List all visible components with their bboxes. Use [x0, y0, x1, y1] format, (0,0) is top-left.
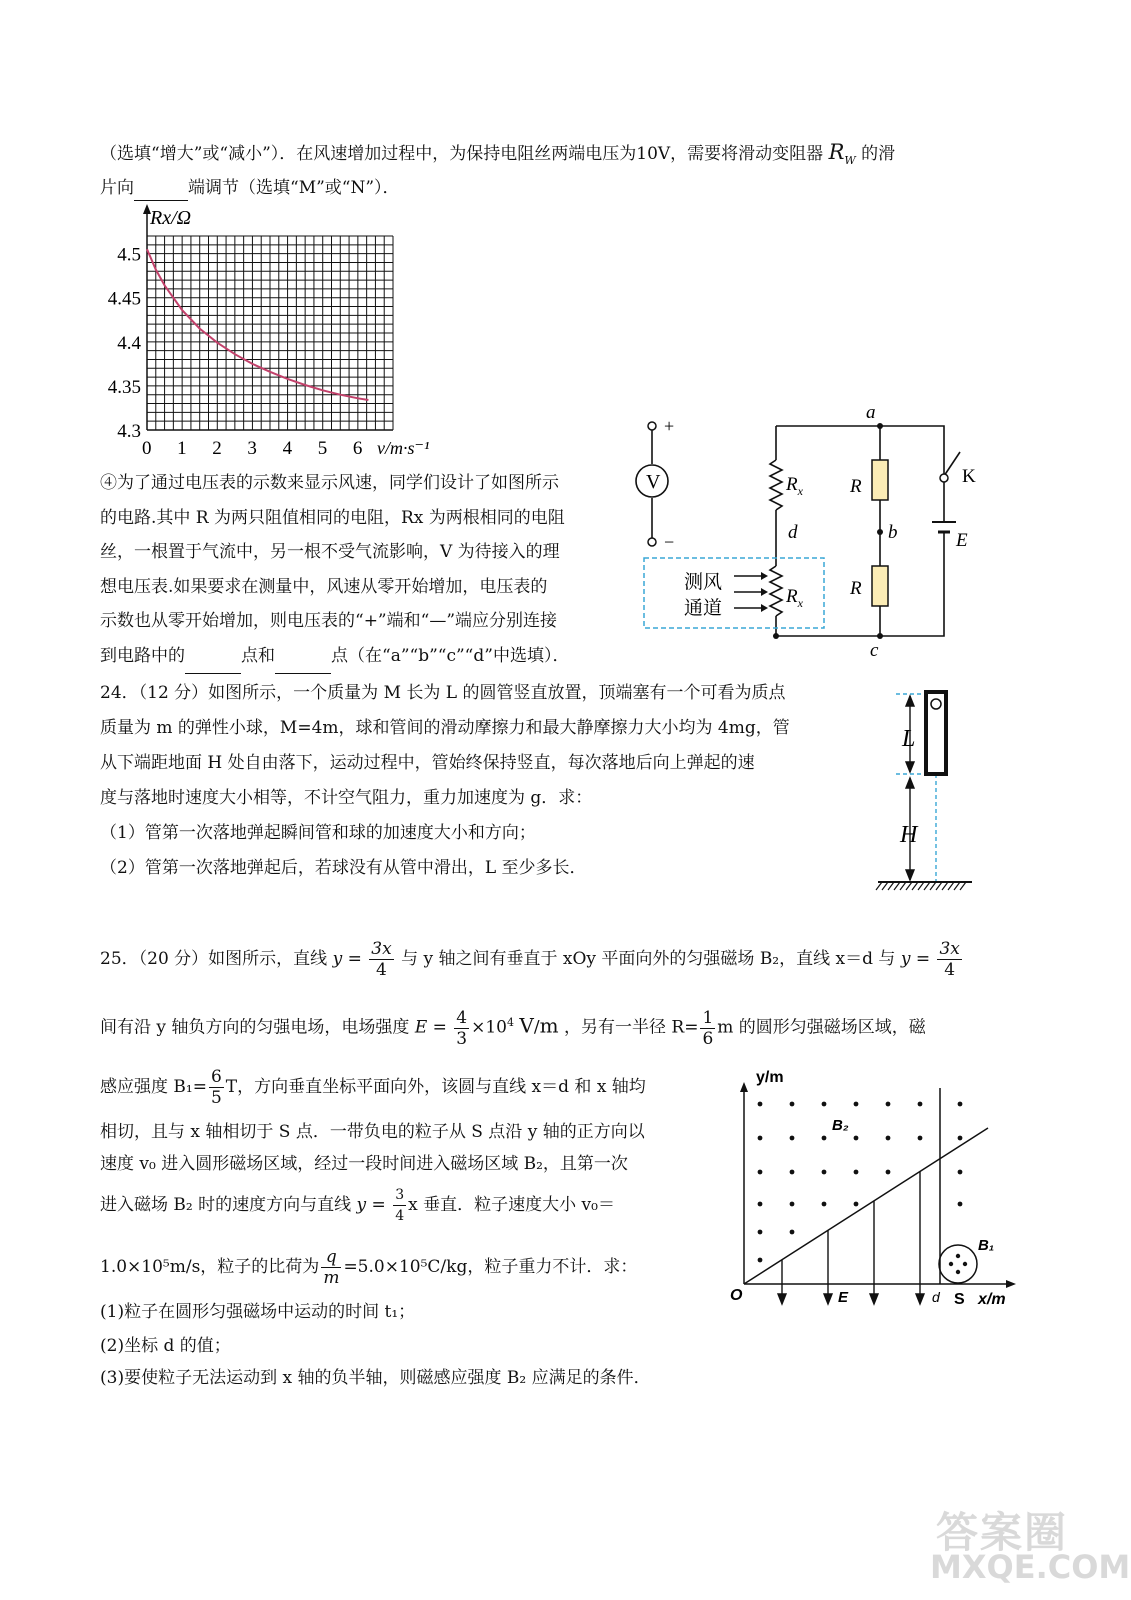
switch-pivot: [940, 474, 948, 482]
e-field-arrow: [870, 1294, 878, 1304]
svg-text:V: V: [646, 471, 661, 493]
svg-text:B₂: B₂: [832, 1117, 849, 1134]
field-dot: [886, 1136, 891, 1141]
ground-hatch: [894, 882, 900, 890]
ball: [931, 699, 941, 709]
q25-line-6: 进入磁场 B₂ 时的速度方向与直线 y = $\frac{3}{4}$ x 垂直．粒子速度大小 v₀＝: [100, 1187, 615, 1224]
field-dot: [958, 1136, 963, 1141]
q25-line-5: 速度 v₀ 进入圆形磁场区域，经过一段时间进入磁场区域 B₂，且第一次: [100, 1154, 628, 1174]
answer-blank[interactable]: [134, 176, 188, 201]
field-dot: [758, 1136, 763, 1141]
field-dot: [854, 1136, 859, 1141]
svg-text:y/m: y/m: [756, 1069, 784, 1086]
rx-bottom-label: $R_x$: [786, 586, 803, 610]
svg-text:S: S: [954, 1291, 965, 1308]
x-tick-label: 1: [177, 438, 187, 459]
svg-text:+: +: [664, 416, 675, 436]
x-tick-label: 3: [247, 438, 257, 459]
answer-blank-minus[interactable]: [275, 639, 331, 675]
resistor-r-bottom: [872, 566, 888, 606]
field-dot: [790, 1170, 795, 1175]
circular-field-b1: [939, 1245, 977, 1283]
q25-line-7: 1.0×10⁵m/s，粒子的比荷为 $\frac{q}{m}$ =5.0×10⁵C/kg，粒子重力不计．求：: [100, 1247, 638, 1288]
field-dot: [886, 1102, 891, 1107]
svg-text:B₁: B₁: [978, 1237, 995, 1254]
field-diagram: [720, 1064, 1020, 1314]
q25-sub-2: (2)坐标 d 的值；: [100, 1336, 231, 1356]
svg-text:a: a: [866, 402, 876, 423]
q25-line-2: 间有沿 y 轴负方向的匀强电场，电场强度 E = $\frac{4}{3}$ $\times 10^4$ V/m ，另有一半径 R= $\frac{1}{6}$ m 的圆形匀强磁场区域，磁: [100, 1007, 926, 1049]
field-dot: [854, 1102, 859, 1107]
ground-hatch: [876, 882, 882, 890]
rx-top-label: $R_x$: [786, 474, 803, 498]
watermark-url: MXQE.COM: [930, 1548, 1131, 1586]
field-dot: [822, 1170, 827, 1175]
e-field-arrow: [824, 1294, 832, 1304]
e-field-arrow: [916, 1294, 924, 1304]
ground-hatch: [936, 882, 942, 890]
field-dot: [822, 1202, 827, 1207]
field-dot: [758, 1102, 763, 1107]
tube-figure: [870, 686, 980, 896]
svg-text:测风: 测风: [684, 571, 723, 593]
x-tick-label: 2: [212, 438, 222, 459]
svg-text:O: O: [730, 1287, 743, 1304]
q25-line-3: 感应强度 B₁= $\frac{6}{5}$ T，方向垂直坐标平面向外，该圆与直线 x＝d 和 x 轴均: [100, 1067, 646, 1108]
q23-para4-last: 到电路中的 点和 点（在“a”“b”“c”“d”中选填）．: [100, 639, 630, 675]
ground-hatch: [960, 882, 966, 890]
ground-hatch: [924, 882, 930, 890]
field-dot: [822, 1102, 827, 1107]
q25-sub-3: (3)要使粒子无法运动到 x 轴的负半轴，则磁感应强度 B₂ 应满足的条件．: [100, 1368, 651, 1388]
y-tick-label: 4.4: [117, 332, 141, 354]
field-dot: [790, 1202, 795, 1207]
x-tick-label: 5: [317, 438, 328, 459]
y-tick-label: 4.35: [107, 376, 141, 398]
y-axis-label: Rx/Ω: [150, 207, 192, 229]
e-field-arrow: [778, 1294, 786, 1304]
y-tick-label: 4.5: [117, 244, 141, 266]
svg-text:−: −: [664, 532, 675, 552]
field-dot: [958, 1202, 963, 1207]
svg-text:b: b: [888, 522, 898, 543]
fraction-3x-4: $\frac{3x}{4}$: [371, 939, 392, 980]
field-dot: [758, 1230, 763, 1235]
answer-blank-plus[interactable]: [185, 639, 241, 675]
ground-hatch: [954, 882, 960, 890]
svg-text:d: d: [788, 522, 798, 543]
y-tick-label: 4.3: [117, 421, 141, 442]
x-tick-label: 6: [352, 438, 363, 459]
circuit-diagram: [630, 398, 990, 660]
svg-text:E: E: [956, 530, 968, 551]
q25-line-4: 相切，且与 x 轴相切于 S 点．一带负电的粒子从 S 点沿 y 轴的正方向以: [100, 1122, 645, 1142]
rw-symbol: $R_W$: [828, 140, 856, 168]
svg-text:K: K: [962, 466, 976, 487]
q25-line-1: 25．（20 分）如图所示，直线 y = $\frac{3x}{4}$ 与 y 轴之间有垂直于 xOy 平面向外的匀强磁场 B₂，直线 x＝d 与 y = $\frac{3x}{4}$: [100, 939, 960, 980]
field-dot: [758, 1258, 763, 1263]
field-dot: [918, 1136, 923, 1141]
field-dot: [958, 1170, 963, 1175]
x-tick-label: 4: [282, 438, 293, 459]
q24-text: 24．（12 分）如图所示，一个质量为 M 长为 L 的圆管竖直放置，顶端塞有一个可看为质点 质量为 m 的弹性小球，M=4m，球和管间的滑动摩擦力和最大静摩擦力大小均为 4mg，管 从下端距地面 H 处自由落下，运动过程中，管始终保持竖直，每次落地后向上弹起的速 度与落地时速度大小相等，不计空气阻力，重力加速度为 g．求： （1）管第一次落地弹起瞬间管和球的加速度大小和方向； （2）管第一次落地弹起后，若球没有从管中滑出，L 至少多长．: [100, 683, 790, 878]
field-dot: [758, 1202, 763, 1207]
field-dot: [790, 1102, 795, 1107]
x-tick-label: 0: [142, 438, 152, 459]
ground-hatch: [918, 882, 924, 890]
ground-hatch: [900, 882, 906, 890]
x-axis-label: v/m·s⁻¹: [377, 438, 430, 458]
ground-hatch: [912, 882, 918, 890]
svg-text:c: c: [870, 640, 879, 660]
svg-text:H: H: [900, 822, 918, 848]
q25-sub-1: (1)粒子在圆形匀强磁场中运动的时间 t₁；: [100, 1302, 416, 1322]
field-dot: [854, 1202, 859, 1207]
svg-text:x/m: x/m: [978, 1291, 1006, 1308]
svg-text:L: L: [902, 726, 916, 752]
field-dot: [758, 1170, 763, 1175]
field-dot: [822, 1136, 827, 1141]
ground-hatch: [942, 882, 948, 890]
resistor-r-top: [872, 460, 888, 500]
q23-line-1: （选填“增大”或“减小”）．在风速增加过程中，为保持电阻丝两端电压为10V，需要将滑动变阻器 $R_W$ 的滑: [100, 140, 896, 168]
ground-hatch: [882, 882, 888, 890]
ground-hatch: [888, 882, 894, 890]
ground-hatch: [948, 882, 954, 890]
svg-text:d: d: [932, 1289, 940, 1305]
ground-hatch: [906, 882, 912, 890]
fraction-3x-4: $\frac{3x}{4}$: [939, 939, 960, 980]
svg-text:R: R: [850, 578, 862, 599]
field-dot: [918, 1102, 923, 1107]
resistance-velocity-chart: [95, 200, 465, 462]
minus-terminal[interactable]: [648, 538, 656, 546]
svg-text:通道: 通道: [684, 597, 723, 619]
watermark-logo: 答案圈: [936, 1508, 1069, 1557]
y-tick-label: 4.45: [107, 288, 141, 310]
chart-grid: [147, 236, 393, 430]
field-dot: [958, 1102, 963, 1107]
field-dot: [886, 1170, 891, 1175]
svg-text:E: E: [838, 1289, 849, 1306]
svg-text:R: R: [850, 476, 862, 497]
ground-hatch: [930, 882, 936, 890]
chart-axes: [143, 204, 393, 430]
q23-line-2: 片向 端调节（选填“M”或“N”）．: [100, 176, 400, 201]
field-dot: [790, 1230, 795, 1235]
plus-terminal[interactable]: [648, 422, 656, 430]
field-dot: [790, 1136, 795, 1141]
field-dot: [854, 1170, 859, 1175]
q23-para4: ④为了通过电压表的示数来显示风速，同学们设计了如图所示 的电路.其中 R 为两只阻值相同的电阻，Rx 为两根相同的电阻 丝，一根置于气流中，另一根不受气流影响，V 为待接入的理 想电压表.如果要求在测量中，风速从零开始增加，电压表的 示数也从零开始增加，则电压表的“+”端和“—”端应分别连接 到电路中的 点和 点（在“a”“b”“c”“d”中选填）．: [100, 466, 630, 674]
